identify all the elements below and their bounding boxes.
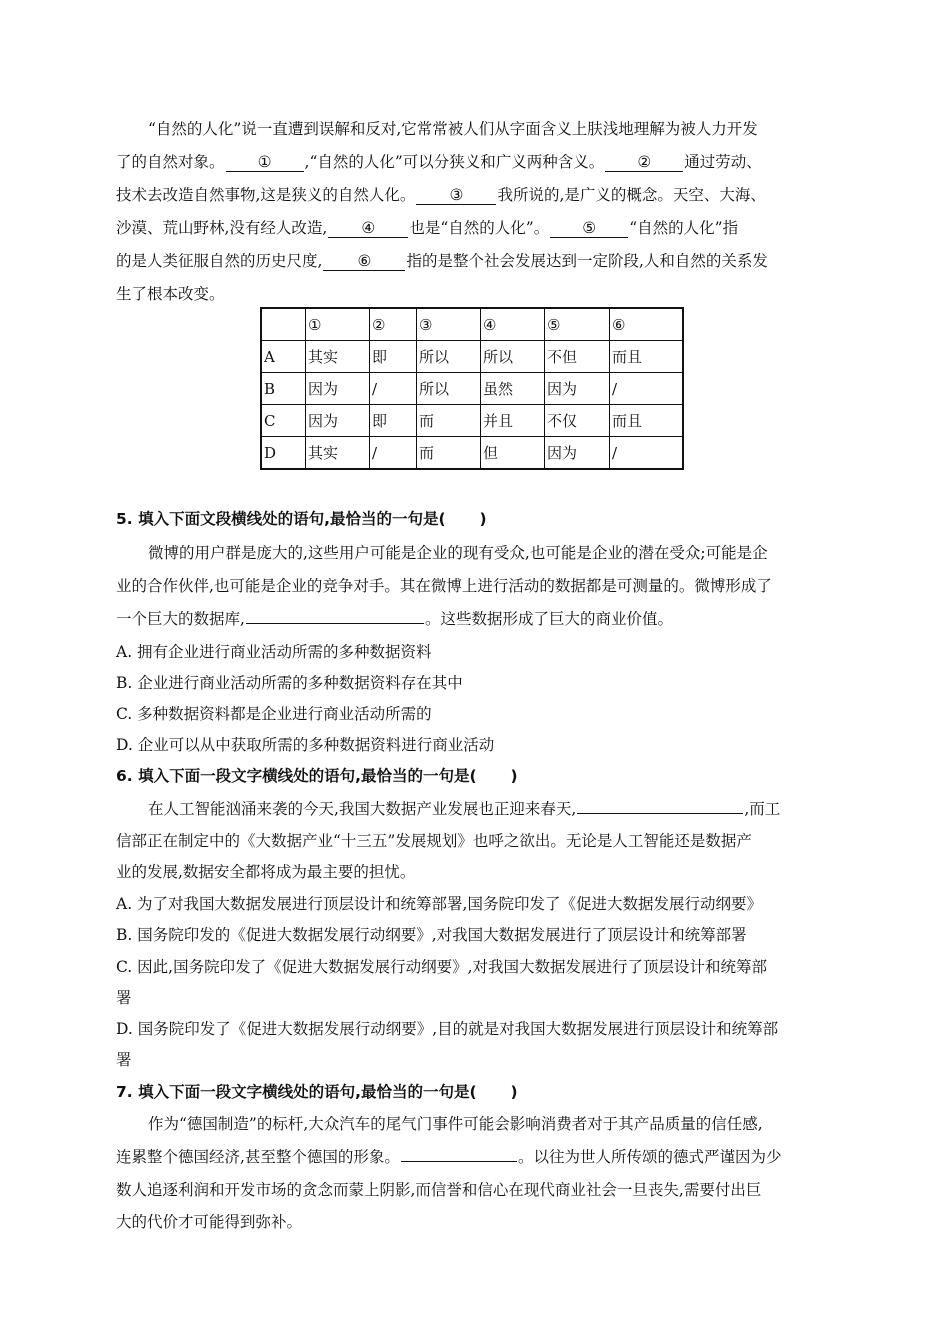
table-cell: B [261, 373, 306, 405]
blank-4: ④ [328, 219, 408, 238]
table-cell: / [370, 373, 417, 405]
passage4-line-5: 的是人类征服自然的历史尺度, ⑥ 指的是整个社会发展达到一定阶段,人和自然的关系发 [116, 252, 768, 270]
table-cell: ④ [481, 308, 545, 341]
q6-option-c-line-2: 署 [116, 989, 132, 1007]
table-cell: C [261, 405, 306, 437]
table-cell: 不仅 [545, 405, 610, 437]
table-cell: 虽然 [481, 373, 545, 405]
table-cell: 即 [370, 405, 417, 437]
table-cell: 所以 [481, 341, 545, 373]
table-cell: / [610, 373, 684, 405]
passage4-line-6: 生了根本改变。 [116, 285, 225, 303]
q5-text-line-1: 微博的用户群是庞大的,这些用户可能是企业的现有受众,也可能是企业的潜在受众;可能是企 [148, 544, 768, 562]
table-cell: 所以 [417, 341, 481, 373]
table-cell: 而且 [610, 341, 684, 373]
q5-option-c: C. 多种数据资料都是企业进行商业活动所需的 [116, 705, 432, 723]
q5-option-a: A. 拥有企业进行商业活动所需的多种数据资料 [116, 643, 432, 661]
passage4-line-4: 沙漠、荒山野林,没有经人改造, ④ 也是“自然的人化”。 ⑤ “自然的人化”指 [116, 219, 739, 237]
options-table [260, 307, 684, 470]
q6-text-line-3: 业的发展,数据安全都将成为最主要的担忧。 [116, 863, 416, 881]
blank-3: ③ [416, 186, 496, 205]
blank [246, 623, 424, 624]
table-cell: 其实 [306, 437, 370, 470]
table-cell: 而 [417, 405, 481, 437]
q7-text-line-4: 大的代价才可能得到弥补。 [116, 1213, 303, 1231]
q6-option-d-line-2: 署 [116, 1051, 132, 1069]
q5-text-line-2: 业的合作伙伴,也可能是企业的竞争对手。其在微博上进行活动的数据都是可测量的。微博形成了 [116, 577, 772, 595]
table-cell: 即 [370, 341, 417, 373]
table-cell: 因为 [545, 437, 610, 470]
table-cell: 而且 [610, 405, 684, 437]
q5-option-d: D. 企业可以从中获取所需的多种数据资料进行商业活动 [116, 736, 495, 754]
table-cell: ③ [417, 308, 481, 341]
passage4-line-2: 了的自然对象。 ① ,“自然的人化”可以分狭义和广义两种含义。 ② 通过劳动、 [116, 153, 762, 171]
q5-option-b: B. 企业进行商业活动所需的多种数据资料存在其中 [116, 674, 463, 692]
blank [401, 1161, 517, 1162]
table-cell: ⑥ [610, 308, 684, 341]
table-cell [261, 308, 306, 341]
table-cell: D [261, 437, 306, 470]
table-cell: 而 [417, 437, 481, 470]
q7-text-line-1: 作为“德国制造”的标杆,大众汽车的尾气门事件可能会影响消费者对于其产品质量的信任感, [148, 1115, 763, 1133]
blank-1: ① [226, 153, 304, 172]
q6-text-line-2: 信部正在制定中的《大数据产业“十三五”发展规划》也呼之欲出。无论是人工智能还是数据产 [116, 832, 752, 850]
table-cell: ⑤ [545, 308, 610, 341]
table-cell: 其实 [306, 341, 370, 373]
blank [577, 813, 743, 814]
blank-2: ② [605, 153, 683, 172]
q6-text-line-1: 在人工智能汹涌来袭的今天,我国大数据产业发展也正迎来春天, ,而工 [148, 800, 781, 818]
q6-option-d-line-1: D. 国务院印发了《促进大数据发展行动纲要》,目的就是对我国大数据发展进行顶层设计和统筹部 [116, 1020, 779, 1038]
q7-text-line-2: 连累整个德国经济,甚至整个德国的形象。 。以往为世人所传颂的德式严谨因为少 [116, 1148, 782, 1166]
table-cell: / [610, 437, 684, 470]
table-row [261, 373, 683, 405]
table-row [261, 341, 683, 373]
table-cell: ② [370, 308, 417, 341]
table-header-row [261, 308, 683, 341]
question-7-stem: 7. 填入下面一段文字横线处的语句,最恰当的一句是( ) [116, 1083, 518, 1101]
table-cell: ① [306, 308, 370, 341]
q6-option-c-line-1: C. 因此,国务院印发了《促进大数据发展行动纲要》,对我国大数据发展进行了顶层设计和统筹部 [116, 958, 768, 976]
q7-text-line-3: 数人追逐利润和开发市场的贪念而蒙上阴影,而信誉和信心在现代商业社会一旦丧失,需要付出巨 [116, 1181, 762, 1199]
table-cell: 因为 [306, 373, 370, 405]
table-cell: 但 [481, 437, 545, 470]
table-cell: 并且 [481, 405, 545, 437]
table-cell: 因为 [545, 373, 610, 405]
table-cell: A [261, 341, 306, 373]
table-row [261, 405, 683, 437]
blank-5: ⑤ [550, 219, 628, 238]
table-cell: 因为 [306, 405, 370, 437]
question-5-stem: 5. 填入下面文段横线处的语句,最恰当的一句是( ) [116, 510, 487, 528]
table-cell: 不但 [545, 341, 610, 373]
table-cell: 所以 [417, 373, 481, 405]
blank-6: ⑥ [323, 252, 405, 271]
question-6-stem: 6. 填入下面一段文字横线处的语句,最恰当的一句是( ) [116, 767, 518, 785]
table-row [261, 437, 683, 470]
table-cell: / [370, 437, 417, 470]
q6-option-a: A. 为了对我国大数据发展进行顶层设计和统筹部署,国务院印发了《促进大数据发展行动纲要》 [116, 895, 762, 913]
passage4-line-3: 技术去改造自然事物,这是狭义的自然人化。 ③ 我所说的,是广义的概念。天空、大海、 [116, 186, 766, 204]
passage4-line-1: “自然的人化”说一直遭到误解和反对,它常常被人们从字面含义上肤浅地理解为被人力开发 [148, 120, 758, 138]
q6-option-b: B. 国务院印发的《促进大数据发展行动纲要》,对我国大数据发展进行了顶层设计和统筹部署 [116, 926, 747, 944]
q5-text-line-3: 一个巨大的数据库, 。这些数据形成了巨大的商业价值。 [116, 610, 673, 628]
